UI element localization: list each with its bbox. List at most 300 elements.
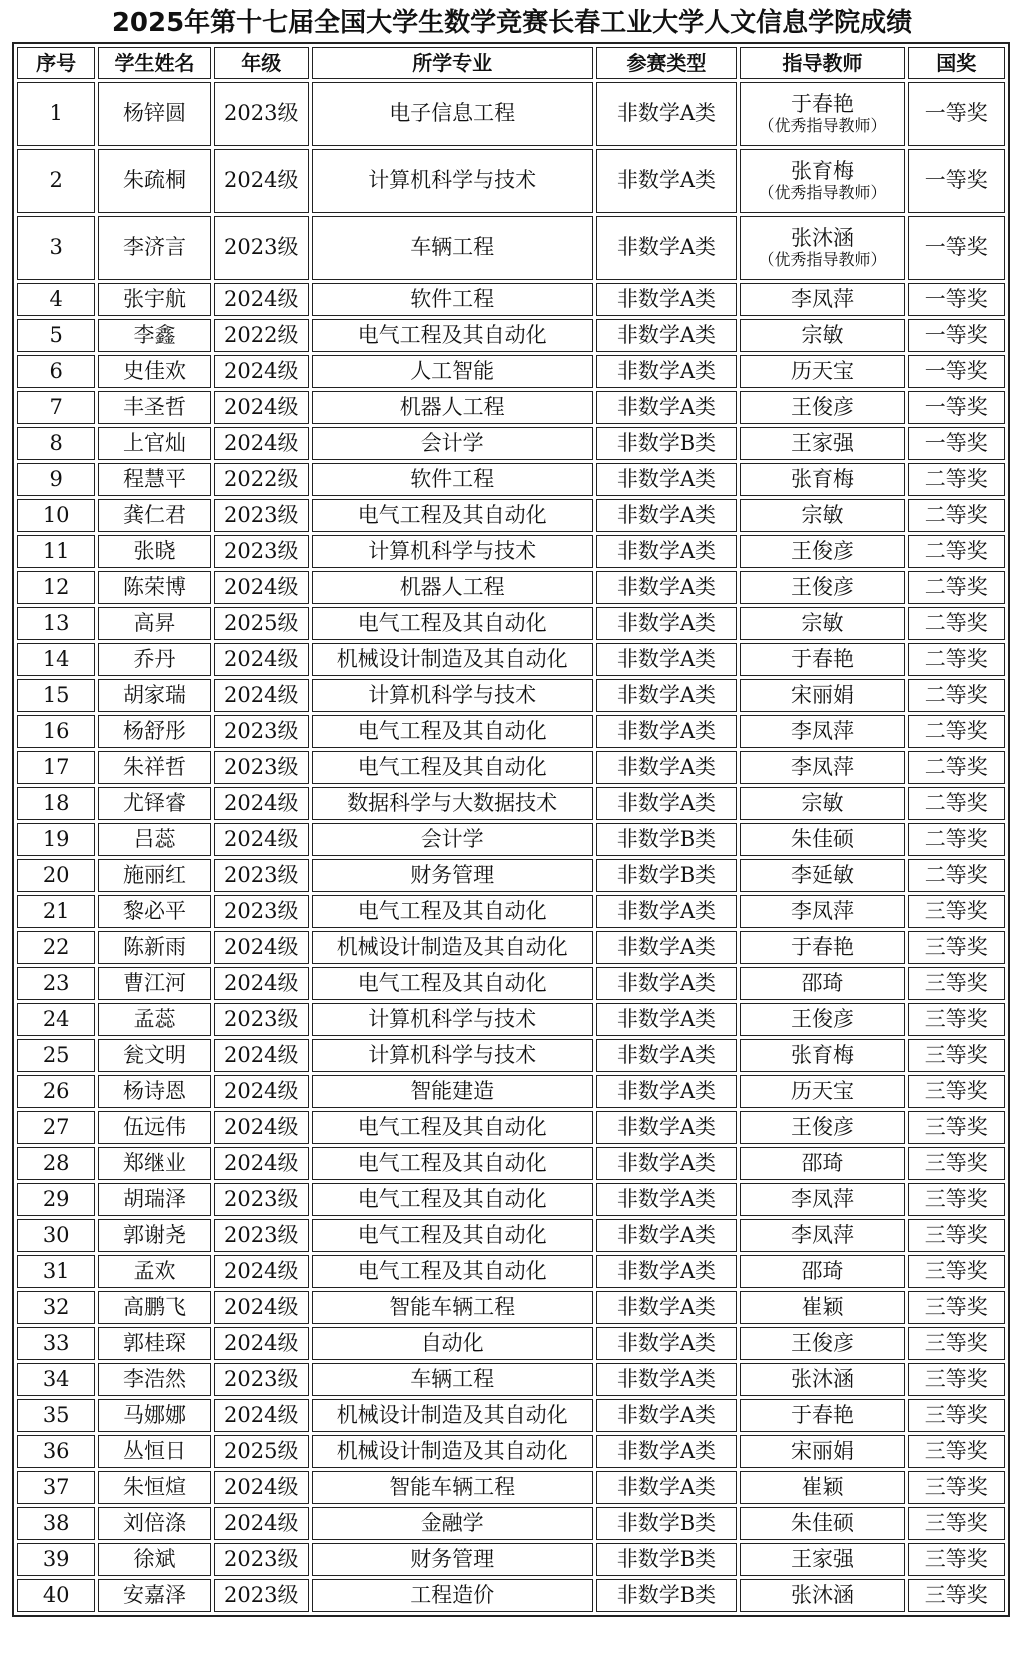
cell-name: 黎必平 xyxy=(98,895,210,928)
cell-award: 一等奖 xyxy=(908,391,1005,424)
cell-type: 非数学A类 xyxy=(596,463,738,496)
cell-name: 伍远伟 xyxy=(98,1111,210,1144)
cell-no: 11 xyxy=(17,535,95,568)
cell-name: 孟欢 xyxy=(98,1255,210,1288)
page-title: 2025年第十七届全国大学生数学竞赛长春工业大学人文信息学院成绩 xyxy=(111,8,913,38)
cell-major: 智能车辆工程 xyxy=(312,1471,593,1504)
table-row xyxy=(17,715,1005,748)
cell-major: 会计学 xyxy=(312,427,593,460)
table-row xyxy=(17,859,1005,892)
cell-name: 郑继业 xyxy=(98,1147,210,1180)
cell-grade: 2023级 xyxy=(214,715,309,748)
teacher-name: 邵琦 xyxy=(801,970,844,995)
table-row xyxy=(17,1543,1005,1576)
cell-award: 三等奖 xyxy=(908,1183,1005,1216)
cell-no: 24 xyxy=(17,1003,95,1036)
table-row xyxy=(17,535,1005,568)
cell-name: 上官灿 xyxy=(98,427,210,460)
cell-name: 丰圣哲 xyxy=(98,391,210,424)
teacher-name: 崔颖 xyxy=(801,1474,844,1499)
cell-award: 三等奖 xyxy=(908,1507,1005,1540)
cell-teacher xyxy=(740,679,904,712)
teacher-name: 朱佳硕 xyxy=(790,826,854,851)
cell-teacher xyxy=(740,751,904,784)
teacher-name: 宋丽娟 xyxy=(790,682,854,707)
cell-grade: 2024级 xyxy=(214,1147,309,1180)
cell-teacher xyxy=(740,82,904,146)
cell-type: 非数学B类 xyxy=(596,1507,738,1540)
cell-major: 软件工程 xyxy=(312,463,593,496)
teacher-name: 王俊彦 xyxy=(790,394,854,419)
cell-major: 电气工程及其自动化 xyxy=(312,319,593,352)
cell-type: 非数学A类 xyxy=(596,1435,738,1468)
cell-grade: 2024级 xyxy=(214,787,309,820)
cell-award: 三等奖 xyxy=(908,1039,1005,1072)
cell-name: 陈荣博 xyxy=(98,571,210,604)
cell-type: 非数学A类 xyxy=(596,283,738,316)
teacher-name: 李凤萍 xyxy=(790,898,854,923)
cell-name: 孟蕊 xyxy=(98,1003,210,1036)
teacher-name: 邵琦 xyxy=(801,1258,844,1283)
cell-teacher xyxy=(740,931,904,964)
cell-name: 丛恒日 xyxy=(98,1435,210,1468)
cell-no: 1 xyxy=(17,82,95,146)
cell-grade: 2024级 xyxy=(214,427,309,460)
cell-major: 计算机科学与技术 xyxy=(312,1003,593,1036)
cell-type: 非数学A类 xyxy=(596,895,738,928)
cell-teacher xyxy=(740,216,904,280)
cell-no: 27 xyxy=(17,1111,95,1144)
cell-name: 杨舒彤 xyxy=(98,715,210,748)
teacher-name: 李凤萍 xyxy=(790,718,854,743)
cell-grade: 2024级 xyxy=(214,1255,309,1288)
cell-type: 非数学A类 xyxy=(596,319,738,352)
cell-name: 瓮文明 xyxy=(98,1039,210,1072)
cell-type: 非数学A类 xyxy=(596,967,738,1000)
cell-no: 39 xyxy=(17,1543,95,1576)
cell-name: 张晓 xyxy=(98,535,210,568)
cell-major: 车辆工程 xyxy=(312,216,593,280)
cell-teacher xyxy=(740,1147,904,1180)
cell-major: 电气工程及其自动化 xyxy=(312,751,593,784)
cell-major: 电气工程及其自动化 xyxy=(312,1147,593,1180)
cell-name: 朱疏桐 xyxy=(98,149,210,213)
table-row xyxy=(17,931,1005,964)
table-row xyxy=(17,149,1005,213)
cell-award: 三等奖 xyxy=(908,1543,1005,1576)
table-row xyxy=(17,823,1005,856)
cell-no: 17 xyxy=(17,751,95,784)
teacher-name: 历天宝 xyxy=(790,1078,854,1103)
cell-no: 22 xyxy=(17,931,95,964)
cell-teacher xyxy=(740,499,904,532)
table-row xyxy=(17,1255,1005,1288)
cell-major: 电气工程及其自动化 xyxy=(312,715,593,748)
cell-major: 电气工程及其自动化 xyxy=(312,1183,593,1216)
cell-award: 一等奖 xyxy=(908,216,1005,280)
teacher-name: 宋丽娟 xyxy=(790,1438,854,1463)
cell-award: 三等奖 xyxy=(908,1435,1005,1468)
cell-award: 二等奖 xyxy=(908,535,1005,568)
cell-type: 非数学A类 xyxy=(596,1075,738,1108)
cell-grade: 2024级 xyxy=(214,1399,309,1432)
cell-teacher xyxy=(740,607,904,640)
cell-major: 软件工程 xyxy=(312,283,593,316)
cell-grade: 2023级 xyxy=(214,1003,309,1036)
cell-teacher xyxy=(740,1219,904,1252)
cell-award: 一等奖 xyxy=(908,82,1005,146)
cell-name: 龚仁君 xyxy=(98,499,210,532)
teacher-name: 王俊彦 xyxy=(790,538,854,563)
cell-major: 电子信息工程 xyxy=(312,82,593,146)
header-major: 所学专业 xyxy=(312,47,593,79)
table-row xyxy=(17,1363,1005,1396)
teacher-name: 宗敏 xyxy=(801,610,844,635)
teacher-name: 宗敏 xyxy=(801,322,844,347)
cell-type: 非数学B类 xyxy=(596,1579,738,1612)
table-body xyxy=(17,82,1005,1612)
cell-no: 5 xyxy=(17,319,95,352)
cell-name: 朱恒煊 xyxy=(98,1471,210,1504)
table-row xyxy=(17,607,1005,640)
teacher-name: 崔颖 xyxy=(801,1294,844,1319)
cell-teacher xyxy=(740,463,904,496)
cell-teacher xyxy=(740,319,904,352)
cell-grade: 2024级 xyxy=(214,283,309,316)
table-row xyxy=(17,1291,1005,1324)
cell-no: 4 xyxy=(17,283,95,316)
cell-no: 10 xyxy=(17,499,95,532)
cell-type: 非数学A类 xyxy=(596,1003,738,1036)
cell-award: 三等奖 xyxy=(908,1219,1005,1252)
cell-grade: 2023级 xyxy=(214,216,309,280)
cell-no: 29 xyxy=(17,1183,95,1216)
cell-major: 机械设计制造及其自动化 xyxy=(312,1399,593,1432)
cell-no: 34 xyxy=(17,1363,95,1396)
cell-teacher xyxy=(740,643,904,676)
cell-grade: 2024级 xyxy=(214,679,309,712)
cell-name: 马娜娜 xyxy=(98,1399,210,1432)
cell-name: 高鹏飞 xyxy=(98,1291,210,1324)
cell-type: 非数学A类 xyxy=(596,1291,738,1324)
cell-type: 非数学A类 xyxy=(596,355,738,388)
teacher-name: 王家强 xyxy=(790,1546,854,1571)
cell-grade: 2024级 xyxy=(214,149,309,213)
cell-type: 非数学A类 xyxy=(596,679,738,712)
cell-teacher xyxy=(740,1363,904,1396)
teacher-name: 于春艳 xyxy=(790,934,854,959)
teacher-name: 张沐涵 xyxy=(790,1366,854,1391)
cell-name: 胡瑞泽 xyxy=(98,1183,210,1216)
cell-type: 非数学A类 xyxy=(596,571,738,604)
cell-teacher xyxy=(740,823,904,856)
table-row xyxy=(17,463,1005,496)
cell-teacher xyxy=(740,1039,904,1072)
cell-no: 3 xyxy=(17,216,95,280)
cell-type: 非数学A类 xyxy=(596,1255,738,1288)
cell-major: 智能车辆工程 xyxy=(312,1291,593,1324)
cell-grade: 2024级 xyxy=(214,1111,309,1144)
cell-no: 32 xyxy=(17,1291,95,1324)
cell-major: 电气工程及其自动化 xyxy=(312,967,593,1000)
cell-grade: 2022级 xyxy=(214,463,309,496)
cell-grade: 2023级 xyxy=(214,895,309,928)
cell-name: 李浩然 xyxy=(98,1363,210,1396)
cell-award: 三等奖 xyxy=(908,1147,1005,1180)
cell-name: 杨锌圆 xyxy=(98,82,210,146)
cell-major: 电气工程及其自动化 xyxy=(312,607,593,640)
cell-award: 三等奖 xyxy=(908,1255,1005,1288)
teacher-name: 李凤萍 xyxy=(790,286,854,311)
cell-type: 非数学A类 xyxy=(596,1111,738,1144)
cell-teacher xyxy=(740,355,904,388)
cell-no: 12 xyxy=(17,571,95,604)
cell-teacher xyxy=(740,283,904,316)
header-teacher: 指导教师 xyxy=(740,47,904,79)
cell-grade: 2025级 xyxy=(214,1435,309,1468)
table-row xyxy=(17,427,1005,460)
cell-type: 非数学B类 xyxy=(596,859,738,892)
cell-no: 25 xyxy=(17,1039,95,1072)
teacher-name: 李凤萍 xyxy=(790,1222,854,1247)
cell-grade: 2025级 xyxy=(214,607,309,640)
cell-award: 三等奖 xyxy=(908,1075,1005,1108)
cell-grade: 2024级 xyxy=(214,391,309,424)
cell-major: 机器人工程 xyxy=(312,571,593,604)
teacher-name: 王俊彦 xyxy=(790,574,854,599)
teacher-name: 王俊彦 xyxy=(790,1006,854,1031)
cell-major: 计算机科学与技术 xyxy=(312,679,593,712)
teacher-honor-note: （优秀指导教师） xyxy=(758,182,887,202)
cell-grade: 2024级 xyxy=(214,1471,309,1504)
cell-teacher xyxy=(740,427,904,460)
cell-grade: 2023级 xyxy=(214,1579,309,1612)
cell-type: 非数学A类 xyxy=(596,1039,738,1072)
cell-name: 郭桂琛 xyxy=(98,1327,210,1360)
cell-major: 车辆工程 xyxy=(312,1363,593,1396)
header-no: 序号 xyxy=(17,47,95,79)
cell-award: 三等奖 xyxy=(908,1111,1005,1144)
cell-grade: 2023级 xyxy=(214,859,309,892)
cell-name: 乔丹 xyxy=(98,643,210,676)
cell-major: 计算机科学与技术 xyxy=(312,535,593,568)
cell-name: 安嘉泽 xyxy=(98,1579,210,1612)
cell-teacher xyxy=(740,571,904,604)
cell-no: 16 xyxy=(17,715,95,748)
cell-teacher xyxy=(740,1255,904,1288)
cell-no: 38 xyxy=(17,1507,95,1540)
cell-award: 一等奖 xyxy=(908,355,1005,388)
cell-teacher xyxy=(740,1111,904,1144)
table-row xyxy=(17,571,1005,604)
cell-award: 二等奖 xyxy=(908,751,1005,784)
cell-type: 非数学A类 xyxy=(596,391,738,424)
cell-award: 三等奖 xyxy=(908,1327,1005,1360)
cell-no: 19 xyxy=(17,823,95,856)
cell-award: 二等奖 xyxy=(908,607,1005,640)
cell-no: 7 xyxy=(17,391,95,424)
cell-no: 18 xyxy=(17,787,95,820)
teacher-name: 宗敏 xyxy=(801,790,844,815)
cell-name: 曹江河 xyxy=(98,967,210,1000)
cell-name: 朱祥哲 xyxy=(98,751,210,784)
cell-teacher xyxy=(740,859,904,892)
cell-type: 非数学A类 xyxy=(596,535,738,568)
cell-award: 二等奖 xyxy=(908,463,1005,496)
cell-major: 智能建造 xyxy=(312,1075,593,1108)
cell-type: 非数学A类 xyxy=(596,1219,738,1252)
cell-no: 6 xyxy=(17,355,95,388)
cell-type: 非数学A类 xyxy=(596,1183,738,1216)
teacher-name: 于春艳 xyxy=(790,91,854,116)
cell-major: 电气工程及其自动化 xyxy=(312,1111,593,1144)
teacher-name: 王俊彦 xyxy=(790,1114,854,1139)
teacher-honor-note: （优秀指导教师） xyxy=(758,249,887,269)
cell-award: 三等奖 xyxy=(908,1471,1005,1504)
teacher-name: 张育梅 xyxy=(790,158,854,183)
teacher-name: 王俊彦 xyxy=(790,1330,854,1355)
cell-teacher xyxy=(740,1471,904,1504)
cell-no: 20 xyxy=(17,859,95,892)
cell-grade: 2024级 xyxy=(214,571,309,604)
cell-no: 35 xyxy=(17,1399,95,1432)
table-row xyxy=(17,1579,1005,1612)
table-row xyxy=(17,391,1005,424)
cell-grade: 2022级 xyxy=(214,319,309,352)
cell-no: 31 xyxy=(17,1255,95,1288)
cell-teacher xyxy=(740,1291,904,1324)
cell-teacher xyxy=(740,967,904,1000)
cell-award: 三等奖 xyxy=(908,1003,1005,1036)
cell-type: 非数学A类 xyxy=(596,931,738,964)
cell-grade: 2024级 xyxy=(214,1039,309,1072)
teacher-name: 张育梅 xyxy=(790,466,854,491)
table-row xyxy=(17,82,1005,146)
cell-grade: 2024级 xyxy=(214,967,309,1000)
cell-type: 非数学A类 xyxy=(596,149,738,213)
cell-name: 徐斌 xyxy=(98,1543,210,1576)
table-row xyxy=(17,216,1005,280)
cell-no: 36 xyxy=(17,1435,95,1468)
teacher-name: 张沐涵 xyxy=(790,1582,854,1607)
cell-no: 2 xyxy=(17,149,95,213)
cell-award: 三等奖 xyxy=(908,931,1005,964)
cell-no: 23 xyxy=(17,967,95,1000)
cell-major: 电气工程及其自动化 xyxy=(312,1255,593,1288)
cell-grade: 2024级 xyxy=(214,355,309,388)
cell-type: 非数学A类 xyxy=(596,1327,738,1360)
teacher-name: 李延敏 xyxy=(790,862,854,887)
cell-no: 9 xyxy=(17,463,95,496)
cell-grade: 2023级 xyxy=(214,499,309,532)
cell-no: 28 xyxy=(17,1147,95,1180)
teacher-name: 李凤萍 xyxy=(790,1186,854,1211)
cell-award: 二等奖 xyxy=(908,643,1005,676)
cell-award: 三等奖 xyxy=(908,967,1005,1000)
table-row xyxy=(17,679,1005,712)
cell-award: 二等奖 xyxy=(908,499,1005,532)
table-row xyxy=(17,787,1005,820)
cell-major: 财务管理 xyxy=(312,1543,593,1576)
cell-grade: 2024级 xyxy=(214,643,309,676)
cell-award: 三等奖 xyxy=(908,1399,1005,1432)
cell-teacher xyxy=(740,1003,904,1036)
cell-teacher xyxy=(740,787,904,820)
header-row xyxy=(17,47,1005,79)
cell-no: 14 xyxy=(17,643,95,676)
header-grade: 年级 xyxy=(214,47,309,79)
table-row xyxy=(17,1399,1005,1432)
cell-teacher xyxy=(740,715,904,748)
cell-type: 非数学B类 xyxy=(596,427,738,460)
cell-teacher xyxy=(740,1543,904,1576)
cell-grade: 2023级 xyxy=(214,1219,309,1252)
cell-no: 15 xyxy=(17,679,95,712)
cell-type: 非数学A类 xyxy=(596,216,738,280)
table-row xyxy=(17,1219,1005,1252)
cell-teacher xyxy=(740,535,904,568)
cell-award: 一等奖 xyxy=(908,427,1005,460)
cell-teacher xyxy=(740,149,904,213)
cell-type: 非数学A类 xyxy=(596,1471,738,1504)
table-row xyxy=(17,1435,1005,1468)
cell-major: 金融学 xyxy=(312,1507,593,1540)
teacher-name: 李凤萍 xyxy=(790,754,854,779)
cell-award: 一等奖 xyxy=(908,319,1005,352)
cell-no: 33 xyxy=(17,1327,95,1360)
teacher-name: 历天宝 xyxy=(790,358,854,383)
teacher-name: 王家强 xyxy=(790,430,854,455)
teacher-name: 朱佳硕 xyxy=(790,1510,854,1535)
cell-type: 非数学A类 xyxy=(596,751,738,784)
cell-teacher xyxy=(740,1435,904,1468)
cell-award: 二等奖 xyxy=(908,571,1005,604)
teacher-honor-note: （优秀指导教师） xyxy=(758,115,887,135)
cell-no: 8 xyxy=(17,427,95,460)
cell-grade: 2024级 xyxy=(214,1291,309,1324)
cell-name: 刘倍涤 xyxy=(98,1507,210,1540)
cell-type: 非数学A类 xyxy=(596,1363,738,1396)
cell-type: 非数学A类 xyxy=(596,82,738,146)
cell-no: 26 xyxy=(17,1075,95,1108)
cell-major: 自动化 xyxy=(312,1327,593,1360)
table-row xyxy=(17,967,1005,1000)
cell-grade: 2023级 xyxy=(214,751,309,784)
cell-major: 机械设计制造及其自动化 xyxy=(312,931,593,964)
cell-name: 程慧平 xyxy=(98,463,210,496)
cell-grade: 2024级 xyxy=(214,1075,309,1108)
cell-type: 非数学B类 xyxy=(596,823,738,856)
cell-award: 一等奖 xyxy=(908,283,1005,316)
cell-award: 三等奖 xyxy=(908,1579,1005,1612)
cell-major: 计算机科学与技术 xyxy=(312,1039,593,1072)
table-row xyxy=(17,1507,1005,1540)
table-row xyxy=(17,319,1005,352)
cell-grade: 2024级 xyxy=(214,1507,309,1540)
cell-type: 非数学A类 xyxy=(596,715,738,748)
cell-award: 二等奖 xyxy=(908,787,1005,820)
table-row xyxy=(17,1471,1005,1504)
cell-award: 二等奖 xyxy=(908,679,1005,712)
teacher-name: 邵琦 xyxy=(801,1150,844,1175)
cell-name: 杨诗恩 xyxy=(98,1075,210,1108)
table-row xyxy=(17,1111,1005,1144)
cell-major: 数据科学与大数据技术 xyxy=(312,787,593,820)
cell-award: 二等奖 xyxy=(908,823,1005,856)
cell-teacher xyxy=(740,1327,904,1360)
cell-no: 30 xyxy=(17,1219,95,1252)
cell-name: 史佳欢 xyxy=(98,355,210,388)
